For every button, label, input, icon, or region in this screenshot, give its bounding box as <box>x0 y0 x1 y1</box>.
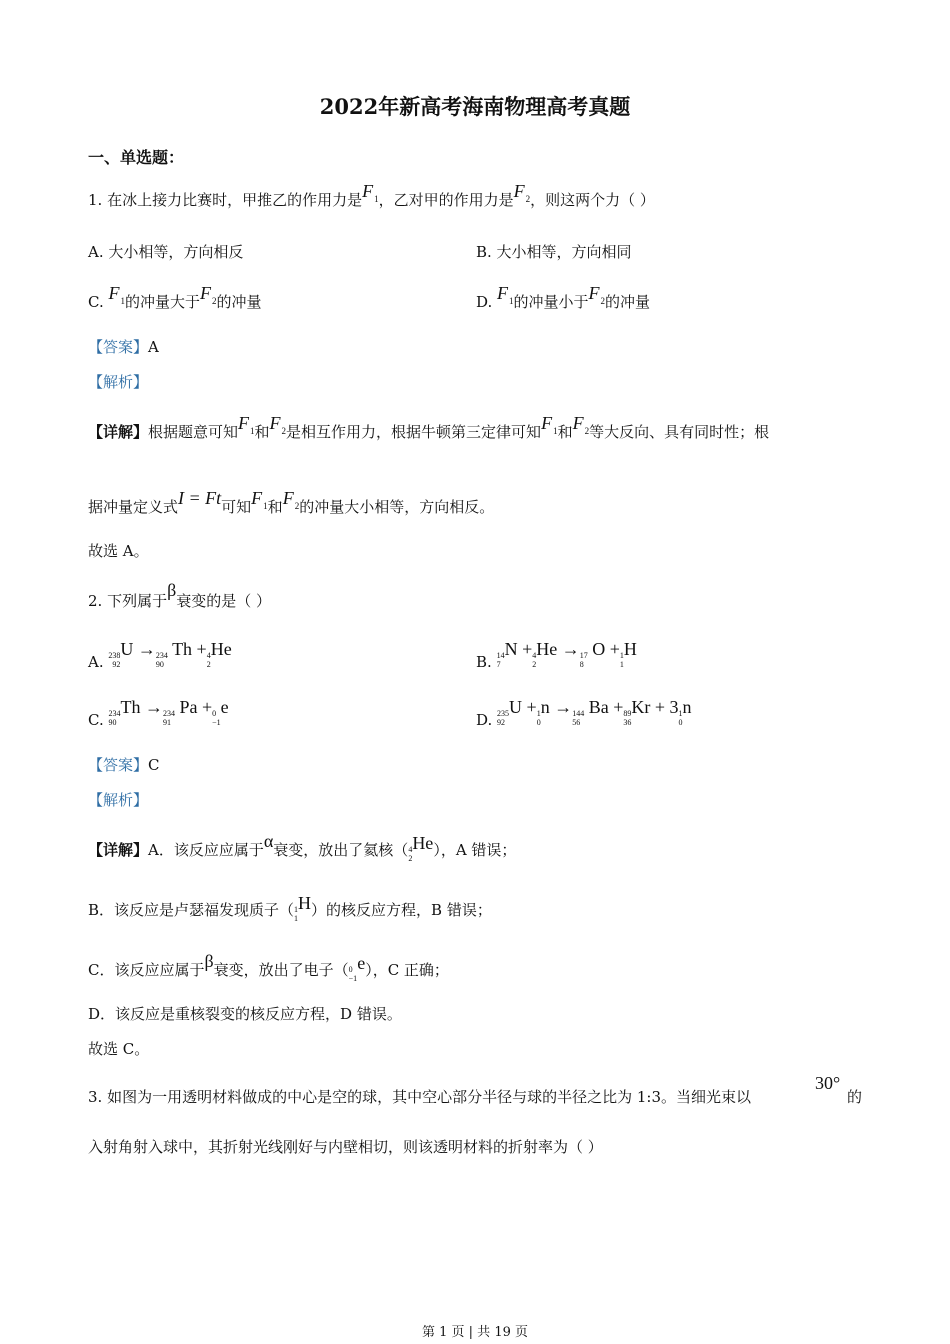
q3-stem-line1: 3. 如图为一用透明材料做成的中心是空的球，其中空心部分半径与球的半径之比为 1:3。当细光束以 <box>88 1088 751 1106</box>
q2-option-b: B. 14 7N +4 2He →17 8 O +1 1H <box>476 639 637 671</box>
q2-detail-b: B．该反应是卢瑟福发现质子（1 1H）的核反应方程，B 错误； <box>88 893 492 923</box>
beta-symbol: β <box>167 580 177 600</box>
q1-option-b: B. 大小相等，方向相同 <box>476 243 632 261</box>
q1-detail-line1: 【详解】根据题意可知$F_1$和$F_2$是相互作用力，根据牛顿第三定律可知$F_1$和$F_2$等大反向、具有同时性；根 <box>88 413 770 441</box>
alpha-symbol: α <box>263 831 274 851</box>
q3-stem-line2: 入射角射入球中，其折射光线刚好与内壁相切，则该透明材料的折射率为（ ） <box>88 1138 603 1156</box>
page-footer: 第 1 页 | 共 19 页 <box>422 1325 528 1340</box>
f1-symbol: $F_1$ <box>362 181 379 204</box>
q2-option-a: A. 238 92U →234 90 Th +4 2He <box>88 639 232 671</box>
q2-detail-c: C．该反应应属于β衰变，放出了电子（0 −1e），C 正确； <box>88 951 449 983</box>
q2-answer: 【答案】C <box>88 756 160 774</box>
q1-analysis-tag: 【解析】 <box>88 373 149 391</box>
q2-option-c: C. 234 90Th →234 91 Pa +0 −1e <box>88 697 229 729</box>
q2-analysis-tag: 【解析】 <box>88 791 149 809</box>
q2-conclusion: 故选 C。 <box>88 1040 150 1058</box>
q2-detail-d: D．该反应是重核裂变的核反应方程，D 错误。 <box>88 1005 402 1023</box>
q2-option-d: D. 235 92U +1 0n →144 56 Ba +89 36Kr + 31 0n <box>476 697 692 729</box>
impulse-formula: I = Ft <box>178 488 222 508</box>
f2-symbol: $F_2$ <box>513 181 531 204</box>
q1-option-c: C. $F_1$的冲量大于$F_2$的冲量 <box>88 283 262 311</box>
q1-option-a: A. 大小相等，方向相反 <box>88 243 244 261</box>
q2-detail-a: 【详解】A．该反应应属于α衰变，放出了氦核（4 2He），A 错误； <box>88 831 517 863</box>
q1-option-d: D. $F_1$的冲量小于$F_2$的冲量 <box>476 283 651 311</box>
q2-stem: 2. 下列属于β衰变的是（ ） <box>88 580 272 610</box>
section-heading: 一、单选题： <box>88 148 185 167</box>
page-title: 2022年新高考海南物理高考真题 <box>319 94 631 119</box>
q1-answer: 【答案】A <box>88 338 159 356</box>
q1-detail-line2: 据冲量定义式I = Ft可知$F_1$和$F_2$的冲量大小相等，方向相反。 <box>88 488 495 516</box>
q3-stem-line1-end: 的 <box>847 1088 863 1106</box>
q1-conclusion: 故选 A。 <box>88 542 149 560</box>
q3-angle: 30° <box>815 1073 841 1093</box>
q1-stem: 1. 在冰上接力比赛时，甲推乙的作用力是$F_1$，乙对甲的作用力是$F_2$，则这两个力（ ） <box>88 181 655 209</box>
